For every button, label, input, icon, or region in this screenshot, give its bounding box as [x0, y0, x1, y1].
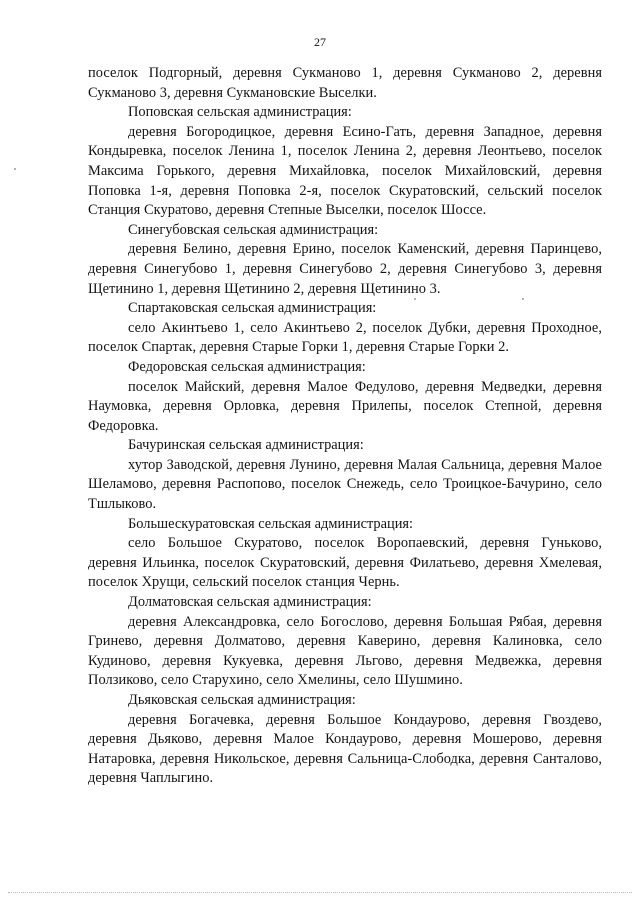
body-paragraph: деревня Белино, деревня Ерино, поселок Каменский, деревня Паринцево, деревня Синегубово 1, деревня Синегубово 2, деревня Синегубово 3, деревня Щетинино 1, деревня Щетинино 2, деревня Щетинино 3. — [88, 241, 602, 297]
body-paragraph: деревня Александровка, село Богослово, деревня Большая Рябая, деревня Гринево, деревня Долматово, деревня Каверино, деревня Калиновка, село Кудиново, деревня Кукуевка, деревня Льгово, деревня Медвежка, деревня Ползиково, село Старухино, село Хмелины, село Шушмино. — [88, 613, 602, 689]
document-body — [88, 64, 602, 789]
scan-speck — [414, 298, 416, 300]
body-paragraph: село Большое Скуратово, поселок Воропаевский, деревня Гуньково, деревня Ильинка, поселок Скуратовский, деревня Филатьево, деревня Хмелевая, поселок Хрущи, сельский поселок станция Чернь. — [88, 535, 602, 591]
section-heading: Дьяковская сельская администрация: — [128, 692, 356, 708]
body-paragraph: деревня Богородицкое, деревня Есино-Гать, деревня Западное, деревня Кондыревка, поселок Ленина 1, поселок Ленина 2, деревня Леонтьево, поселок Максима Горького, деревня Михайловка, поселок Михайловский, деревня Поповка 1-я, деревня Поповка 2-я, поселок Скуратовский, сельский поселок Станция Скуратово, деревня Степные Выселки, поселок Шоссе. — [88, 123, 602, 219]
body-paragraph: деревня Богачевка, деревня Большое Кондаурово, деревня Гвоздево, деревня Дьяково, деревня Малое Кондаурово, деревня Мошерово, деревня Натаровка, деревня Никольское, деревня Сальница-Слободка, деревня Санталово, деревня Чаплыгино. — [88, 711, 602, 787]
section-heading: Поповская сельская администрация: — [128, 104, 352, 121]
body-paragraph: поселок Майский, деревня Малое Федулово, деревня Медведки, деревня Наумовка, деревня Орловка, деревня Прилепы, поселок Степной, деревня Федоровка. — [88, 378, 602, 434]
section-heading: Синегубовская сельская администрация: — [128, 221, 379, 238]
section-heading: Большескуратовская сельская администрация: — [128, 515, 414, 532]
page-number: 27 — [314, 35, 326, 49]
scan-edge-line — [8, 892, 632, 893]
scan-speck — [522, 298, 524, 300]
section-heading: Бачуринская сельская администрация: — [128, 437, 364, 454]
body-paragraph: поселок Подгорный, деревня Сукманово 1, деревня Сукманово 2, деревня Сукманово 3, деревня Сукмановские Выселки. — [88, 65, 602, 101]
body-paragraph: село Акинтьево 1, село Акинтьево 2, поселок Дубки, деревня Проходное, поселок Спартак, деревня Старые Горки 1, деревня Старые Горки 2. — [88, 319, 602, 356]
section-heading: Долматовская сельская администрация: — [128, 594, 372, 611]
scan-speck — [14, 168, 16, 170]
section-heading: Федоровская сельская администрация: — [128, 358, 366, 375]
section-heading: Спартаковская сельская администрация: — [128, 300, 377, 317]
body-paragraph: хутор Заводской, деревня Лунино, деревня Малая Сальница, деревня Малое Шеламово, деревня Распопово, поселок Снежедь, село Троицкое-Бачурино, село Тшлыково. — [88, 456, 602, 513]
